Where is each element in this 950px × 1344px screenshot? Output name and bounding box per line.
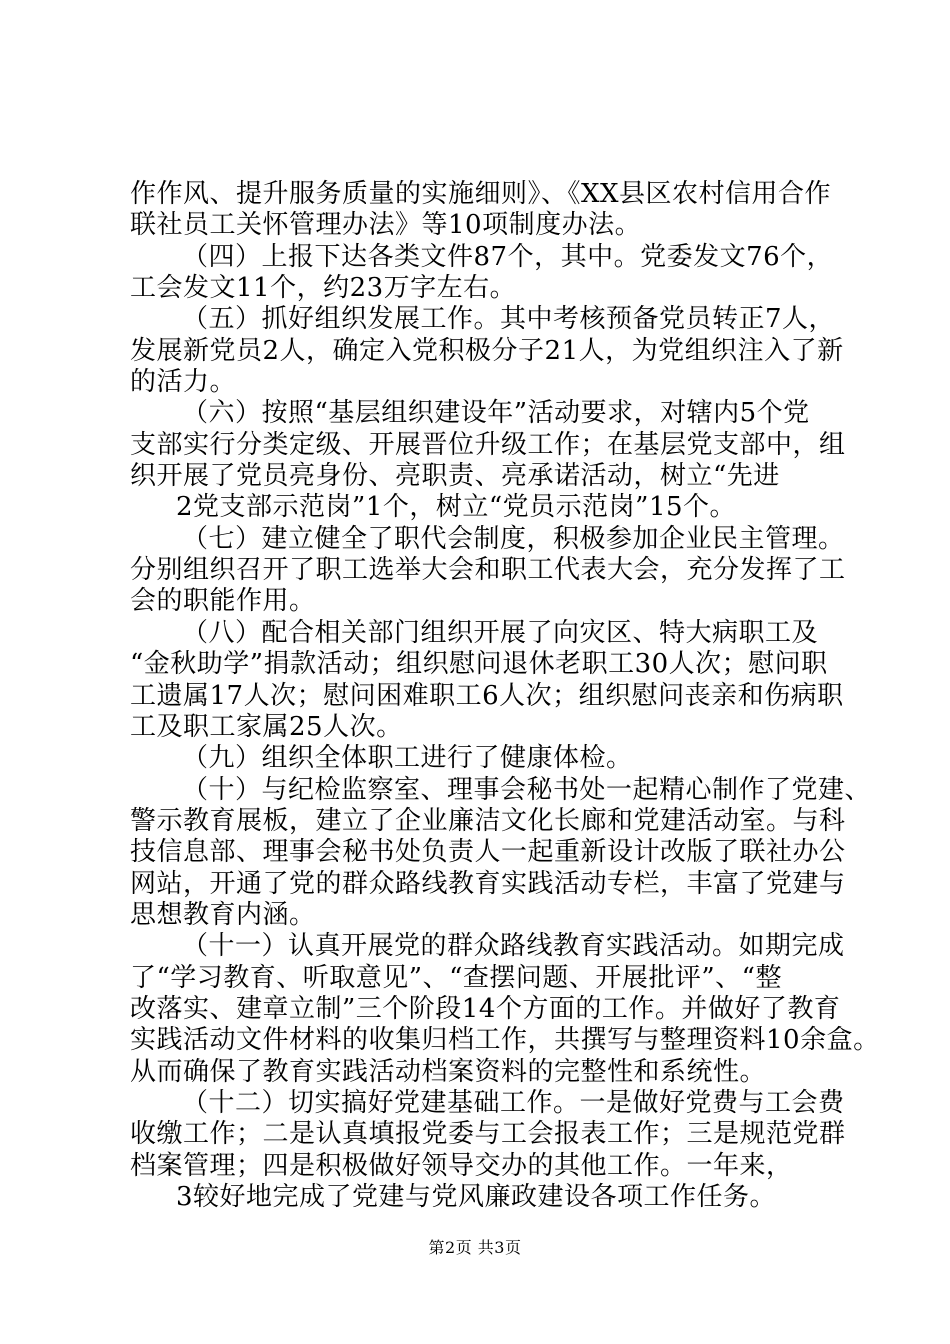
body-line: 工及职工家属25人次。 [130, 712, 403, 742]
body-line: 织开展了党员亮身份、亮职责、亮承诺活动，树立“先进 [130, 461, 780, 491]
body-line: （四）上报下达各类文件87个，其中。党委发文76个， [182, 242, 834, 272]
body-line: 改落实、建章立制”三个阶段14个方面的工作。并做好了教育 [130, 994, 841, 1024]
body-line: 了“学习教育、听取意见”、“查摆问题、开展批评”、“整 [130, 963, 782, 993]
body-line: 技信息部、理事会秘书处负责人一起重新设计改版了联社办公 [130, 837, 846, 867]
body-line: （八）配合相关部门组织开展了向灾区、特大病职工及 [182, 618, 819, 648]
page-footer: 第2页 共3页 [428, 1238, 522, 1257]
body-line: （十一）认真开展党的群众路线教育实践活动。如期完成 [182, 931, 845, 961]
body-line: 支部实行分类定级、开展晋位升级工作；在基层党支部中，组 [130, 430, 846, 460]
body-line: 联社员工关怀管理办法》等10项制度办法。 [130, 210, 642, 240]
body-line: （六）按照“基层组织建设年”活动要求，对辖内5个党 [182, 398, 810, 428]
body-line: 从而确保了教育实践活动档案资料的完整性和系统性。 [130, 1057, 767, 1087]
body-line: 会的职能作用。 [130, 586, 316, 616]
body-line: （十二）切实搞好党建基础工作。一是做好党费与工会费 [182, 1088, 845, 1118]
body-line: 作作风、提升服务质量的实施细则》、《XX县区农村信用合作 [130, 179, 832, 209]
body-line: 分别组织召开了职工选举大会和职工代表大会，充分发挥了工 [130, 555, 846, 585]
body-line: 档案管理；四是积极做好领导交办的其他工作。一年来， [130, 1151, 793, 1181]
body-line: 工遗属17人次；慰问困难职工6人次；组织慰问丧亲和伤病职 [130, 681, 844, 711]
body-line: “金秋助学”捐款活动；组织慰问退休老职工30人次；慰问职 [130, 649, 828, 679]
body-line: 工会发文11个，约23万字左右。 [130, 273, 517, 303]
body-line: 发展新党员2人，确定入党积极分子21人，为党组织注入了新 [130, 336, 844, 366]
body-line: 的活力。 [130, 367, 237, 397]
body-line: 警示教育展板，建立了企业廉洁文化长廊和党建活动室。与科 [130, 806, 846, 836]
body-line: （九）组织全体职工进行了健康体检。 [182, 743, 633, 773]
body-line: 3较好地完成了党建与党风廉政建设各项工作任务。 [176, 1182, 777, 1212]
body-line: （七）建立健全了职代会制度，积极参加企业民主管理。 [182, 524, 845, 554]
body-line: 收缴工作；二是认真填报党委与工会报表工作；三是规范党群 [130, 1119, 846, 1149]
body-line: （五）抓好组织发展工作。其中考核预备党员转正7人， [182, 304, 836, 334]
body-line: 实践活动文件材料的收集归档工作，共撰写与整理资料10余盒。 [130, 1025, 880, 1055]
body-line: （十）与纪检监察室、理事会秘书处一起精心制作了党建、 [182, 775, 872, 805]
body-line: 2党支部示范岗”1个，树立“党员示范岗”15个。 [176, 492, 737, 522]
body-line: 网站，开通了党的群众路线教育实践活动专栏，丰富了党建与 [130, 869, 846, 899]
body-line: 思想教育内涵。 [130, 900, 316, 930]
